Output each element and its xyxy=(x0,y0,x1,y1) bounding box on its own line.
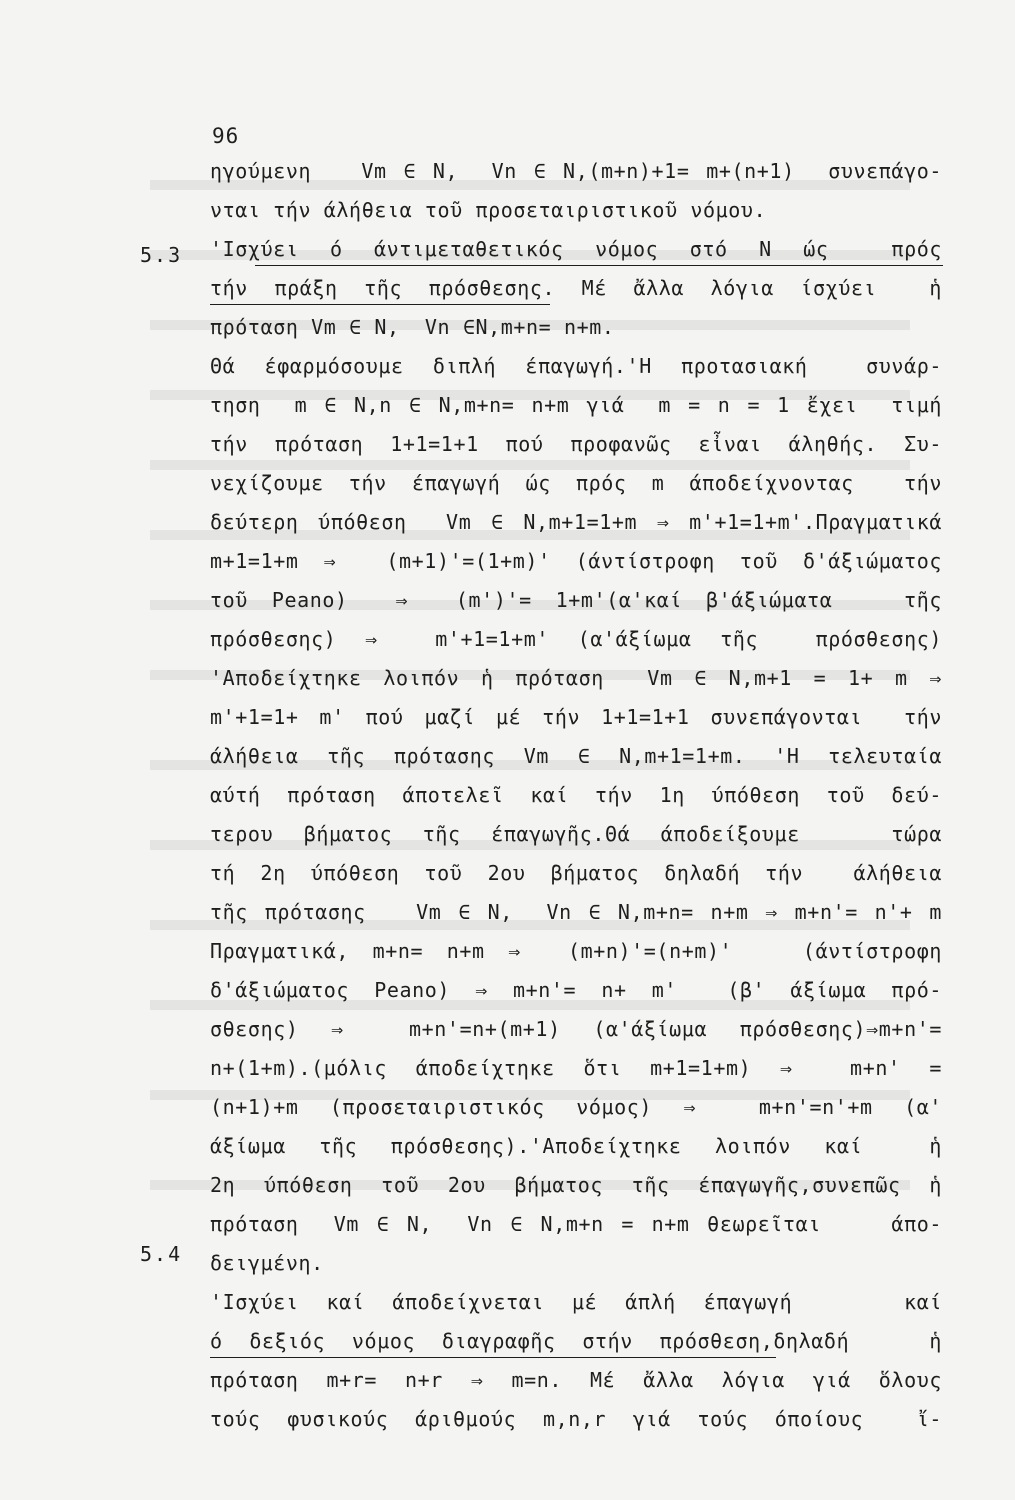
text-line: τή 2η ύπόθεση τοῦ 2ου βήματος δηλαδή τήν άλήθεια xyxy=(210,861,942,885)
text-line: τερου βήματος τῆς έπαγωγῆς.Θά άποδείξουμε τώρα xyxy=(210,822,942,846)
text-line: Θά έφαρμόσουμε διπλή έπαγωγή.'Η προτασιακή συνάρ- xyxy=(210,354,942,378)
text-line: άξίωμα τῆς πρόσθεσης).'Αποδείχτηκε λοιπόν καί ἡ xyxy=(210,1134,942,1158)
section-5-4-heading-line: ό δεξιός νόμος διαγραφῆς στήν πρόσθεση,δηλαδή ἡ xyxy=(210,1329,942,1353)
section-5-3-heading-line: τήν πράξη τῆς πρόσθεσης. Μέ ἄλλα λόγια ίσχύει ἡ xyxy=(210,276,942,300)
text-line: δειγμένη. xyxy=(210,1251,324,1275)
text-line: σθεσης) ⇒ m+n'=n+(m+1) (α'άξίωμα πρόσθεσης)⇒m+n'= xyxy=(210,1017,942,1041)
section-number-5-4: 5.4 xyxy=(140,1242,183,1266)
text-line: πρόταση Vm ∈ N, Vn ∈N,m+n= n+m. xyxy=(210,315,615,339)
text-line: ηγούμενη Vm ∈ N, Vn ∈ N,(m+n)+1= m+(n+1) συνεπάγο- xyxy=(210,159,942,183)
page-number: 96 xyxy=(212,124,240,148)
text-line: πρόταση m+r= n+r ⇒ m=n. Μέ ἄλλα λόγια γιά ὅλους xyxy=(210,1368,942,1392)
text-line: δ'άξιώματος Peano) ⇒ m+n'= n+ m' (β' άξίωμα πρό- xyxy=(210,978,942,1002)
section-5-4-heading-line: 'Ισχύει καί άποδείχνεται μέ άπλή έπαγωγή καί xyxy=(210,1290,942,1314)
text-line: νται τήν άλήθεια τοῦ προσεταιριστικοῦ νόμου. xyxy=(210,198,767,222)
text-line: τούς φυσικούς άριθμούς m,n,r γιά τούς όποίους ἴ- xyxy=(210,1407,942,1431)
text-line: 'Αποδείχτηκε λοιπόν ἡ πρόταση Vm ∈ N,m+1 = 1+ m ⇒ xyxy=(210,666,942,690)
text-line: άλήθεια τῆς πρότασης Vm ∈ N,m+1=1+m. 'Η τελευταία xyxy=(210,744,942,768)
text-line: πρόσθεσης) ⇒ m'+1=1+m' (α'άξίωμα τῆς πρόσθεσης) xyxy=(210,627,942,651)
text-line: δεύτερη ύπόθεση Vm ∈ N,m+1=1+m ⇒ m'+1=1+m'.Πραγματικά xyxy=(210,510,942,534)
text-line: m'+1=1+ m' πού μαζί μέ τήν 1+1=1+1 συνεπάγονται τήν xyxy=(210,705,942,729)
text-line: τήν πρόταση 1+1=1+1 πού προφανῶς εἶναι άληθής. Συ- xyxy=(210,432,942,456)
text-line: τηση m ∈ N,n ∈ N,m+n= n+m γιά m = n = 1 ἔχει τιμή xyxy=(210,393,942,417)
text-line: m+1=1+m ⇒ (m+1)'=(1+m)' (άντίστροφη τοῦ δ'άξιώματος xyxy=(210,549,942,573)
text-line: Πραγματικά, m+n= n+m ⇒ (m+n)'=(n+m)' (άντίστροφη xyxy=(210,939,942,963)
text-line: νεχίζουμε τήν έπαγωγή ώς πρός m άποδείχνοντας τήν xyxy=(210,471,942,495)
text-line: τοῦ Peano) ⇒ (m')'= 1+m'(α'καί β'άξιώματα τῆς xyxy=(210,588,942,612)
underline xyxy=(210,1357,776,1358)
text-line: πρόταση Vm ∈ N, Vn ∈ N,m+n = n+m θεωρεῖται άπο- xyxy=(210,1212,942,1236)
underline xyxy=(255,265,943,266)
section-number-5-3: 5.3 xyxy=(140,243,183,267)
section-5-3-heading-line: 'Ισχύει ό άντιμεταθετικός νόμος στό N ώς πρός xyxy=(210,237,942,261)
text-line: 2η ύπόθεση τοῦ 2ου βήματος τῆς έπαγωγῆς,συνεπῶς ἡ xyxy=(210,1173,942,1197)
text-line: n+(1+m).(μόλις άποδείχτηκε ὅτι m+1=1+m) ⇒ m+n' = xyxy=(210,1056,942,1080)
text-line: αύτή πρόταση άποτελεῖ καί τήν 1η ύπόθεση τοῦ δεύ- xyxy=(210,783,942,807)
text-line: τῆς πρότασης Vm ∈ N, Vn ∈ N,m+n= n+m ⇒ m+n'= n'+ m xyxy=(210,900,942,924)
underline xyxy=(210,304,550,305)
text-line: (n+1)+m (προσεταιριστικός νόμος) ⇒ m+n'=n'+m (α' xyxy=(210,1095,942,1119)
